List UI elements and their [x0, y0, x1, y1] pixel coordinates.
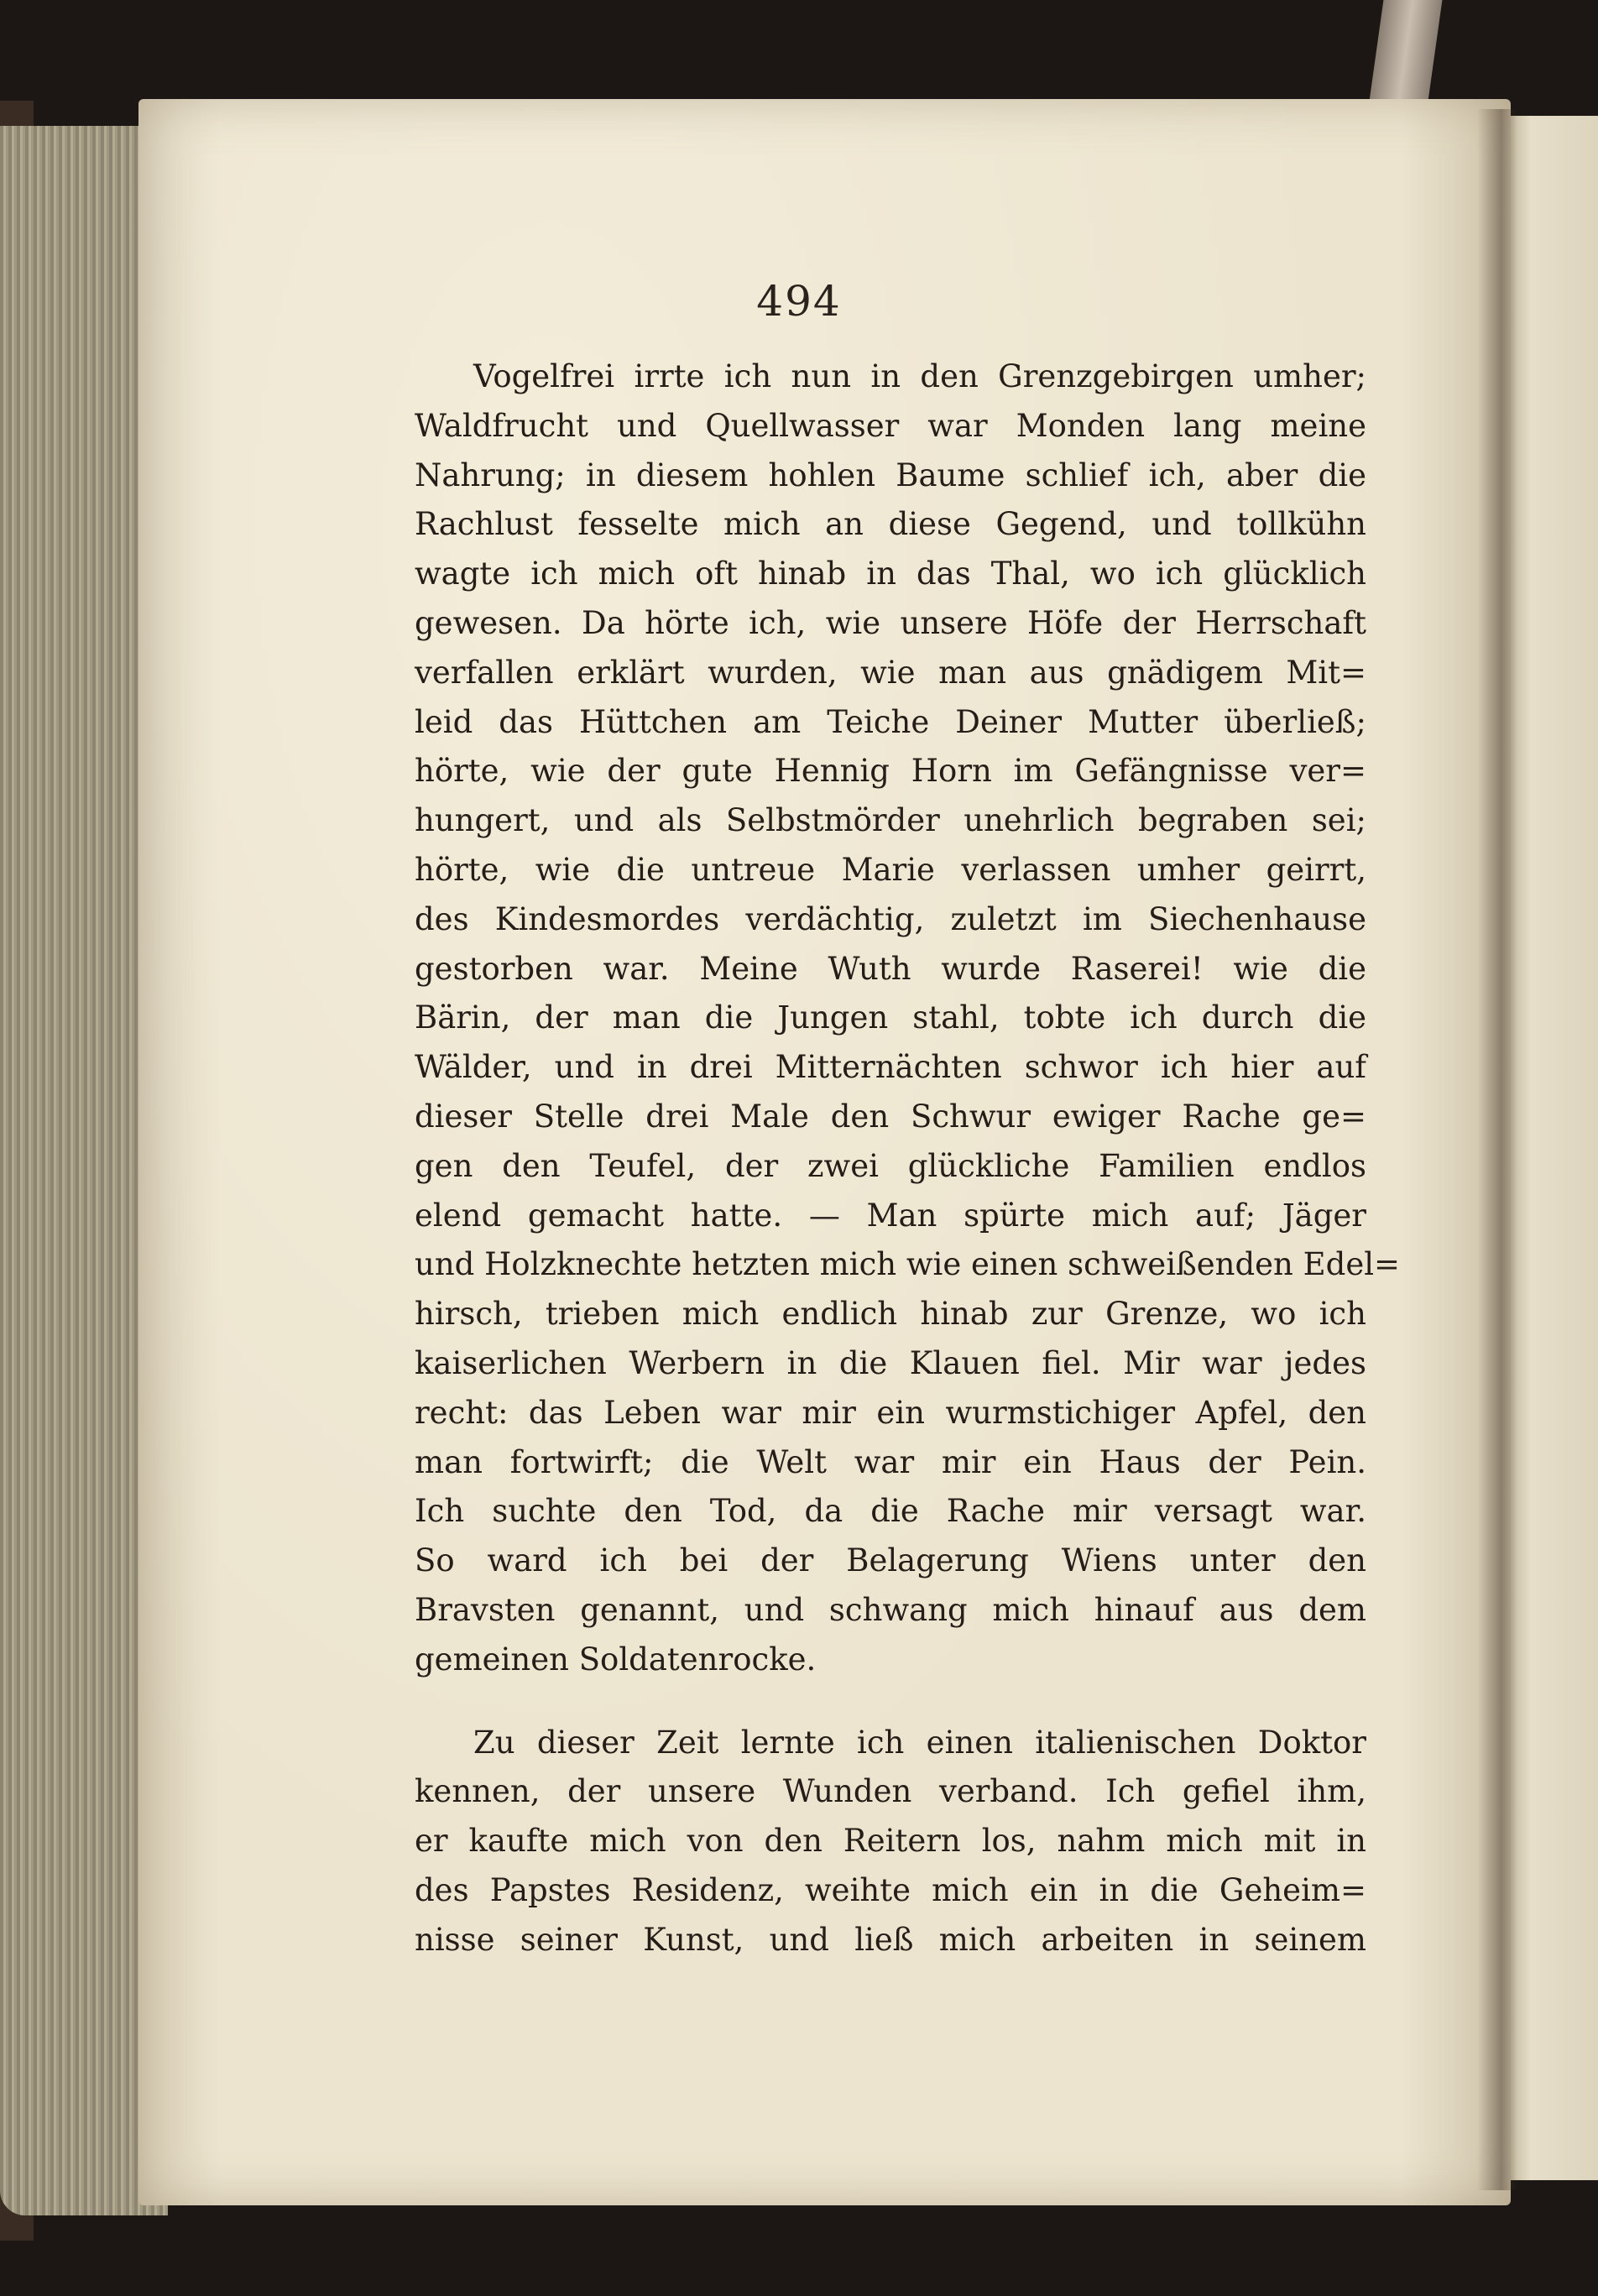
text-line: Nahrung; in diesem hohlen Baume schlief ich, aber die	[415, 457, 1366, 493]
text-line: Waldfrucht und Quellwasser war Monden lang meine	[415, 407, 1366, 444]
text-line: verfallen erklärt wurden, wie man aus gnädigem Mit=	[415, 654, 1366, 691]
text-line: hirsch, trieben mich endlich hinab zur Grenze, wo ich	[415, 1296, 1366, 1333]
text-line: er kaufte mich von den Reitern los, nahm mich mit in	[415, 1823, 1366, 1860]
text-line: man fortwirft; die Welt war mir ein Haus der Pein.	[415, 1443, 1366, 1480]
paragraph-gap	[415, 1685, 1366, 1719]
text-line: des Papstes Residenz, weihte mich ein in die Geheim=	[415, 1871, 1366, 1908]
text-line: gewesen. Da hörte ich, wie unsere Höfe der Herrschaft	[415, 604, 1366, 641]
text-line: gen den Teufel, der zwei glückliche Familien endlos	[415, 1147, 1366, 1184]
paragraph-1	[415, 352, 1401, 1685]
text-line: kaiserlichen Werbern in die Klauen fiel. Mir war jedes	[415, 1344, 1366, 1381]
text-line: leid das Hüttchen am Teiche Deiner Mutter überließ;	[415, 703, 1366, 740]
text-line: hungert, und als Selbstmörder unehrlich begraben sei;	[415, 802, 1366, 839]
text-line: So ward ich bei der Belagerung Wiens unter den	[415, 1542, 1366, 1579]
text-line: Zu dieser Zeit lernte ich einen italienischen Doktor	[473, 1724, 1366, 1761]
paragraph-2	[415, 1719, 1366, 1965]
text-line: und Holzknechte hetzten mich wie einen schweißenden Edel=	[415, 1246, 1401, 1283]
text-line: Ich suchte den Tod, da die Rache mir versagt war.	[415, 1493, 1366, 1530]
page-text	[415, 352, 1401, 1965]
text-line: Rachlust fesselte mich an diese Gegend, und tollkühn	[415, 506, 1366, 543]
text-line: recht: das Leben war mir ein wurmstichiger Apfel, den	[415, 1394, 1366, 1431]
bookmark-ribbon	[1370, 0, 1443, 101]
text-line: Bärin, der man die Jungen stahl, tobte ich durch die	[415, 999, 1366, 1036]
text-line: hörte, wie die untreue Marie verlassen umher geirrt,	[415, 851, 1366, 888]
text-line: kennen, der unsere Wunden verband. Ich gefiel ihm,	[415, 1773, 1366, 1810]
text-line: des Kindesmordes verdächtig, zuletzt im Siechenhause	[415, 900, 1366, 937]
text-line: elend gemacht hatte. — Man spürte mich auf; Jäger	[415, 1197, 1366, 1234]
text-line: hörte, wie der gute Hennig Horn im Gefängnisse ver=	[415, 753, 1366, 790]
text-line: gemeinen Soldatenrocke.	[415, 1641, 817, 1678]
page-number: 494	[756, 277, 842, 326]
text-line: Vogelfrei irrte ich nun in den Grenzgebirgen umher;	[473, 358, 1366, 394]
text-line: nisse seiner Kunst, und ließ mich arbeiten in seinem	[415, 1921, 1366, 1958]
text-line: gestorben war. Meine Wuth wurde Raserei! wie die	[415, 950, 1366, 987]
text-line: wagte ich mich oft hinab in das Thal, wo ich glücklich	[415, 556, 1366, 592]
text-line: Wälder, und in drei Mitternächten schwor ich hier auf	[415, 1049, 1366, 1086]
page-gutter	[1477, 109, 1517, 2190]
text-line: dieser Stelle drei Male den Schwur ewiger Rache ge=	[415, 1098, 1366, 1135]
text-line: Bravsten genannt, und schwang mich hinauf aus dem	[415, 1591, 1366, 1628]
